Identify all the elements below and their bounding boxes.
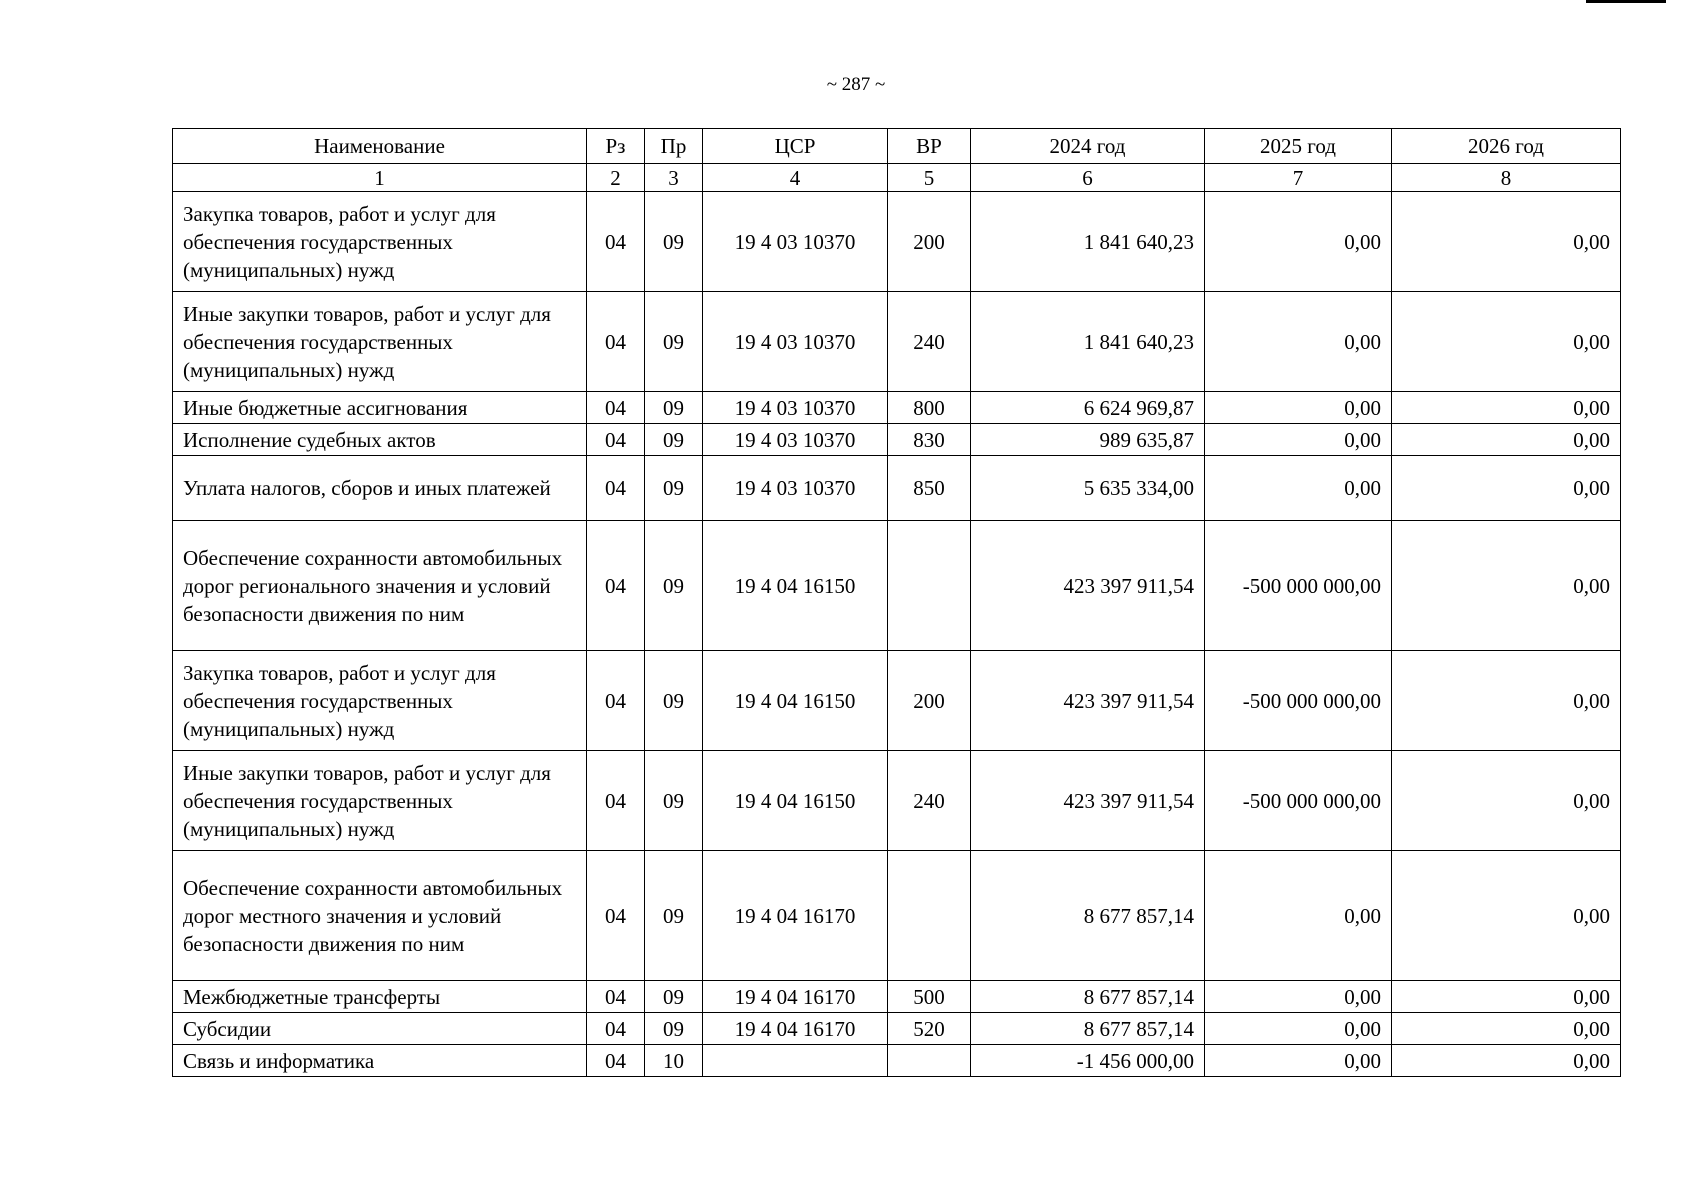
table-row [173, 1045, 1621, 1077]
column-number: 8 [1392, 164, 1621, 192]
cell-pr: 09 [645, 392, 703, 424]
cell-pr: 09 [645, 292, 703, 392]
header-name: Наименование [173, 129, 587, 164]
column-number: 2 [587, 164, 645, 192]
cell-vr: 830 [888, 424, 971, 456]
cell-name: Иные бюджетные ассигнования [173, 392, 587, 424]
cell-pr: 09 [645, 851, 703, 981]
cell-name: Обеспечение сохранности автомобильных дорог местного значения и условий безопасности движения по ним [173, 851, 587, 981]
cell-vr: 240 [888, 292, 971, 392]
cell-name: Иные закупки товаров, работ и услуг для обеспечения государственных (муниципальных) нужд [173, 751, 587, 851]
cell-pr: 09 [645, 751, 703, 851]
page-number: ~ 287 ~ [826, 74, 886, 95]
cell-rz: 04 [587, 651, 645, 751]
cell-2026: 0,00 [1392, 292, 1621, 392]
cell-name: Исполнение судебных актов [173, 424, 587, 456]
cell-2025: -500 000 000,00 [1205, 651, 1392, 751]
cell-rz: 04 [587, 424, 645, 456]
cell-2024: 8 677 857,14 [971, 851, 1205, 981]
cell-rz: 04 [587, 1013, 645, 1045]
table-row [173, 292, 1621, 392]
header-pr: Пр [645, 129, 703, 164]
cell-2025: 0,00 [1205, 981, 1392, 1013]
table-row [173, 751, 1621, 851]
cell-vr: 520 [888, 1013, 971, 1045]
header-rz: Рз [587, 129, 645, 164]
cell-csr: 19 4 04 16170 [703, 981, 888, 1013]
cell-name: Закупка товаров, работ и услуг для обеспечения государственных (муниципальных) нужд [173, 192, 587, 292]
cell-2024: 423 397 911,54 [971, 521, 1205, 651]
cell-2026: 0,00 [1392, 1013, 1621, 1045]
cell-2026: 0,00 [1392, 651, 1621, 751]
cell-2025: 0,00 [1205, 851, 1392, 981]
cell-vr: 200 [888, 192, 971, 292]
header-2024: 2024 год [971, 129, 1205, 164]
top-rule [1586, 0, 1666, 3]
cell-2025: 0,00 [1205, 456, 1392, 521]
table-row [173, 981, 1621, 1013]
cell-2024: 6 624 969,87 [971, 392, 1205, 424]
cell-rz: 04 [587, 521, 645, 651]
cell-2026: 0,00 [1392, 981, 1621, 1013]
cell-pr: 09 [645, 192, 703, 292]
cell-name: Межбюджетные трансферты [173, 981, 587, 1013]
cell-name: Субсидии [173, 1013, 587, 1045]
cell-2026: 0,00 [1392, 456, 1621, 521]
column-number: 1 [173, 164, 587, 192]
cell-vr: 800 [888, 392, 971, 424]
cell-csr: 19 4 03 10370 [703, 456, 888, 521]
column-number: 5 [888, 164, 971, 192]
cell-vr: 500 [888, 981, 971, 1013]
cell-csr: 19 4 03 10370 [703, 424, 888, 456]
cell-rz: 04 [587, 851, 645, 981]
cell-2025: 0,00 [1205, 392, 1392, 424]
header-csr: ЦСР [703, 129, 888, 164]
cell-2024: -1 456 000,00 [971, 1045, 1205, 1077]
cell-pr: 09 [645, 456, 703, 521]
cell-2025: -500 000 000,00 [1205, 751, 1392, 851]
cell-2024: 8 677 857,14 [971, 981, 1205, 1013]
cell-vr [888, 521, 971, 651]
cell-name: Иные закупки товаров, работ и услуг для обеспечения государственных (муниципальных) нужд [173, 292, 587, 392]
cell-csr: 19 4 04 16170 [703, 851, 888, 981]
cell-rz: 04 [587, 981, 645, 1013]
table-header-row [173, 129, 1621, 164]
cell-name: Закупка товаров, работ и услуг для обеспечения государственных (муниципальных) нужд [173, 651, 587, 751]
column-number: 6 [971, 164, 1205, 192]
cell-csr: 19 4 04 16150 [703, 521, 888, 651]
cell-rz: 04 [587, 192, 645, 292]
header-2025: 2025 год [1205, 129, 1392, 164]
cell-2025: 0,00 [1205, 1013, 1392, 1045]
cell-2024: 989 635,87 [971, 424, 1205, 456]
table-row [173, 651, 1621, 751]
cell-rz: 04 [587, 392, 645, 424]
cell-2024: 5 635 334,00 [971, 456, 1205, 521]
cell-2025: 0,00 [1205, 192, 1392, 292]
column-number: 4 [703, 164, 888, 192]
cell-vr: 200 [888, 651, 971, 751]
header-vr: ВР [888, 129, 971, 164]
cell-csr: 19 4 04 16150 [703, 751, 888, 851]
cell-vr [888, 1045, 971, 1077]
cell-2025: 0,00 [1205, 424, 1392, 456]
cell-2026: 0,00 [1392, 392, 1621, 424]
budget-table [172, 128, 1621, 1077]
cell-pr: 09 [645, 981, 703, 1013]
cell-2025: 0,00 [1205, 292, 1392, 392]
cell-2024: 423 397 911,54 [971, 651, 1205, 751]
cell-2024: 1 841 640,23 [971, 192, 1205, 292]
cell-2026: 0,00 [1392, 751, 1621, 851]
cell-name: Обеспечение сохранности автомобильных дорог регионального значения и условий безопасности движения по ним [173, 521, 587, 651]
column-number: 7 [1205, 164, 1392, 192]
cell-2026: 0,00 [1392, 192, 1621, 292]
table-row [173, 392, 1621, 424]
cell-2025: 0,00 [1205, 1045, 1392, 1077]
table-row [173, 851, 1621, 981]
cell-2024: 8 677 857,14 [971, 1013, 1205, 1045]
cell-rz: 04 [587, 292, 645, 392]
cell-vr: 850 [888, 456, 971, 521]
cell-rz: 04 [587, 751, 645, 851]
cell-pr: 10 [645, 1045, 703, 1077]
cell-vr: 240 [888, 751, 971, 851]
cell-pr: 09 [645, 521, 703, 651]
cell-pr: 09 [645, 651, 703, 751]
cell-2024: 423 397 911,54 [971, 751, 1205, 851]
column-number-row [173, 164, 1621, 192]
table-row [173, 424, 1621, 456]
column-number: 3 [645, 164, 703, 192]
cell-2026: 0,00 [1392, 1045, 1621, 1077]
cell-csr: 19 4 04 16150 [703, 651, 888, 751]
cell-vr [888, 851, 971, 981]
cell-csr: 19 4 03 10370 [703, 392, 888, 424]
cell-pr: 09 [645, 424, 703, 456]
cell-2026: 0,00 [1392, 851, 1621, 981]
cell-csr: 19 4 03 10370 [703, 192, 888, 292]
table-row [173, 1013, 1621, 1045]
table-row [173, 456, 1621, 521]
cell-csr: 19 4 03 10370 [703, 292, 888, 392]
cell-pr: 09 [645, 1013, 703, 1045]
cell-csr [703, 1045, 888, 1077]
cell-csr: 19 4 04 16170 [703, 1013, 888, 1045]
table-row [173, 521, 1621, 651]
table-row [173, 192, 1621, 292]
cell-name: Уплата налогов, сборов и иных платежей [173, 456, 587, 521]
header-2026: 2026 год [1392, 129, 1621, 164]
cell-2026: 0,00 [1392, 424, 1621, 456]
cell-2024: 1 841 640,23 [971, 292, 1205, 392]
cell-2026: 0,00 [1392, 521, 1621, 651]
cell-2025: -500 000 000,00 [1205, 521, 1392, 651]
cell-rz: 04 [587, 456, 645, 521]
cell-name: Связь и информатика [173, 1045, 587, 1077]
cell-rz: 04 [587, 1045, 645, 1077]
